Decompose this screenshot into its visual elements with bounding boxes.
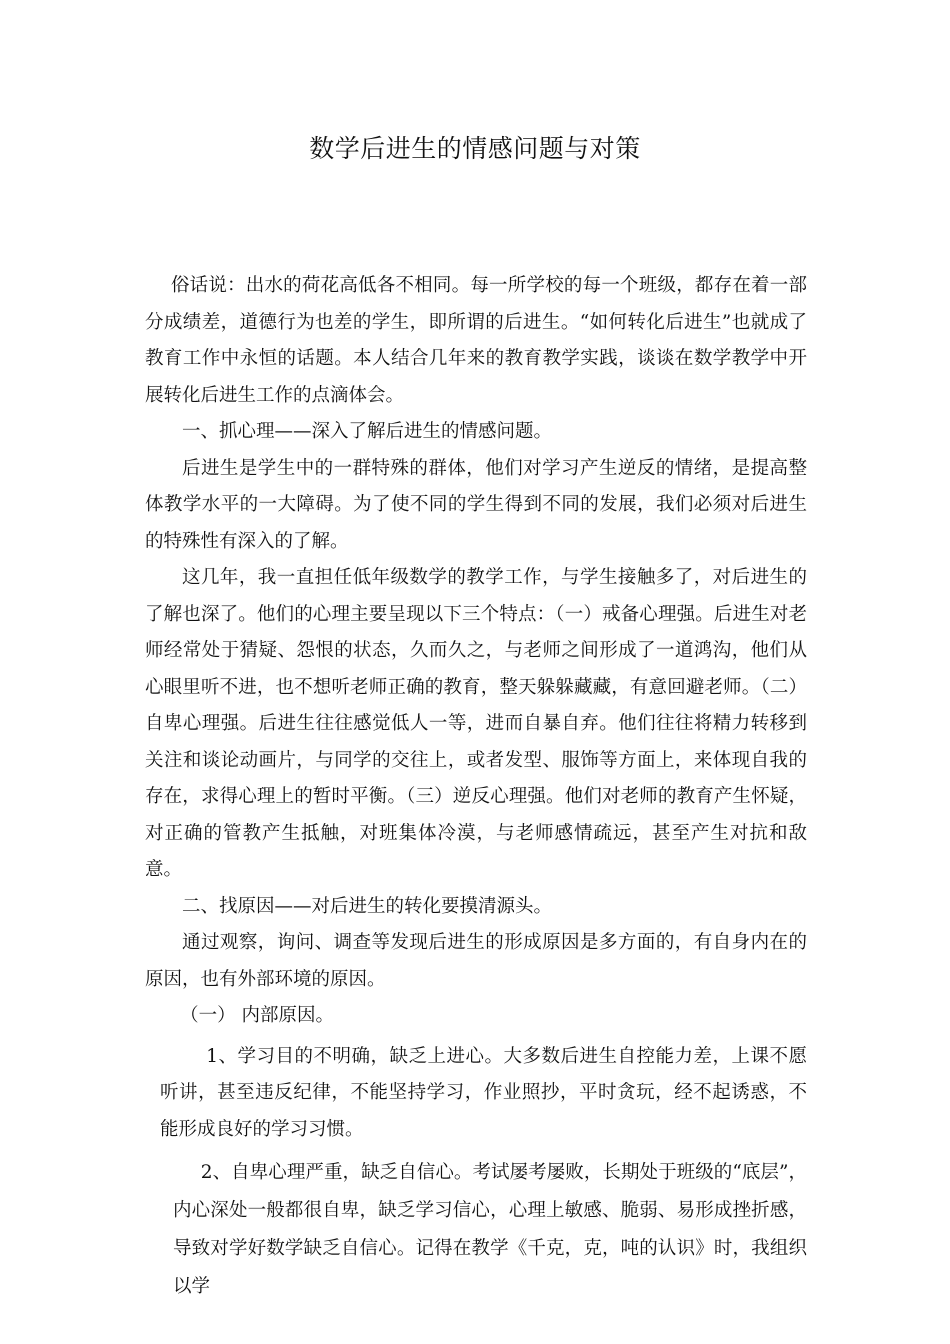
list-item-1: 1、学习目的不明确，缺乏上进心。大多数后进生自控能力差，上课不愿听讲，甚至违反纪律，不能坚持学习，作业照抄，平时贪玩，经不起诱惑，不能形成良好的学习习惯。 xyxy=(160,1045,807,1140)
list-item-2: 2、自卑心理严重，缺乏自信心。考试屡考屡败，长期处于班级的“底层”，内心深处一般都很自卑，缺乏学习信心，心理上敏感、脆弱、易形成挫折感，导致对学好数学缺乏自信心。记得在教学《千克，克，吨的认识》时，我组织以学 xyxy=(173,1162,807,1297)
section-heading-1: 一、抓心理——深入了解后进生的情感问题。 xyxy=(182,421,553,442)
document-title: 数学后进生的情感问题与对策 xyxy=(309,134,641,163)
paragraph-group-description: 后进生是学生中的一群特殊的群体，他们对学习产生逆反的情绪，是提高整体教学水平的一大障碍。为了使不同的学生得到不同的发展，我们必须对后进生的特殊性有深入的了解。 xyxy=(145,457,807,552)
subsection-heading-internal: （一） 内部原因。 xyxy=(180,1005,335,1026)
document-body xyxy=(145,268,807,1306)
paragraph-causes: 通过观察，询问、调查等发现后进生的形成原因是多方面的，有自身内在的原因，也有外部环境的原因。 xyxy=(145,932,807,990)
paragraph-psychology-traits: 这几年，我一直担任低年级数学的教学工作，与学生接触多了，对后进生的了解也深了。他们的心理主要呈现以下三个特点：（一）戒备心理强。后进生对老师经常处于猜疑、怨恨的状态，久而久之，与老师之间形成了一道鸿沟，他们从心眼里听不进，也不想听老师正确的教育，整天躲躲藏藏，有意回避老师。（二）自卑心理强。后进生往往感觉低人一等，进而自暴自弃。他们往往将精力转移到关注和谈论动画片，与同学的交往上，或者发型、服饰等方面上，来体现自我的存在，求得心理上的暂时平衡。（三）逆反心理强。他们对老师的教育产生怀疑，对正确的管教产生抵触，对班集体冷漠，与老师感情疏远，甚至产生对抗和敌意。 xyxy=(145,567,807,880)
section-heading-2: 二、找原因——对后进生的转化要摸清源头。 xyxy=(182,895,553,917)
paragraph-intro: 俗话说：出水的荷花高低各不相同。每一所学校的每一个班级，都存在着一部分成绩差，道德行为也差的学生，即所谓的后进生。“如何转化后进生”也就成了教育工作中永恒的话题。本人结合几年来的教育教学实践，谈谈在数学教学中开展转化后进生工作的点滴体会。 xyxy=(145,275,807,406)
